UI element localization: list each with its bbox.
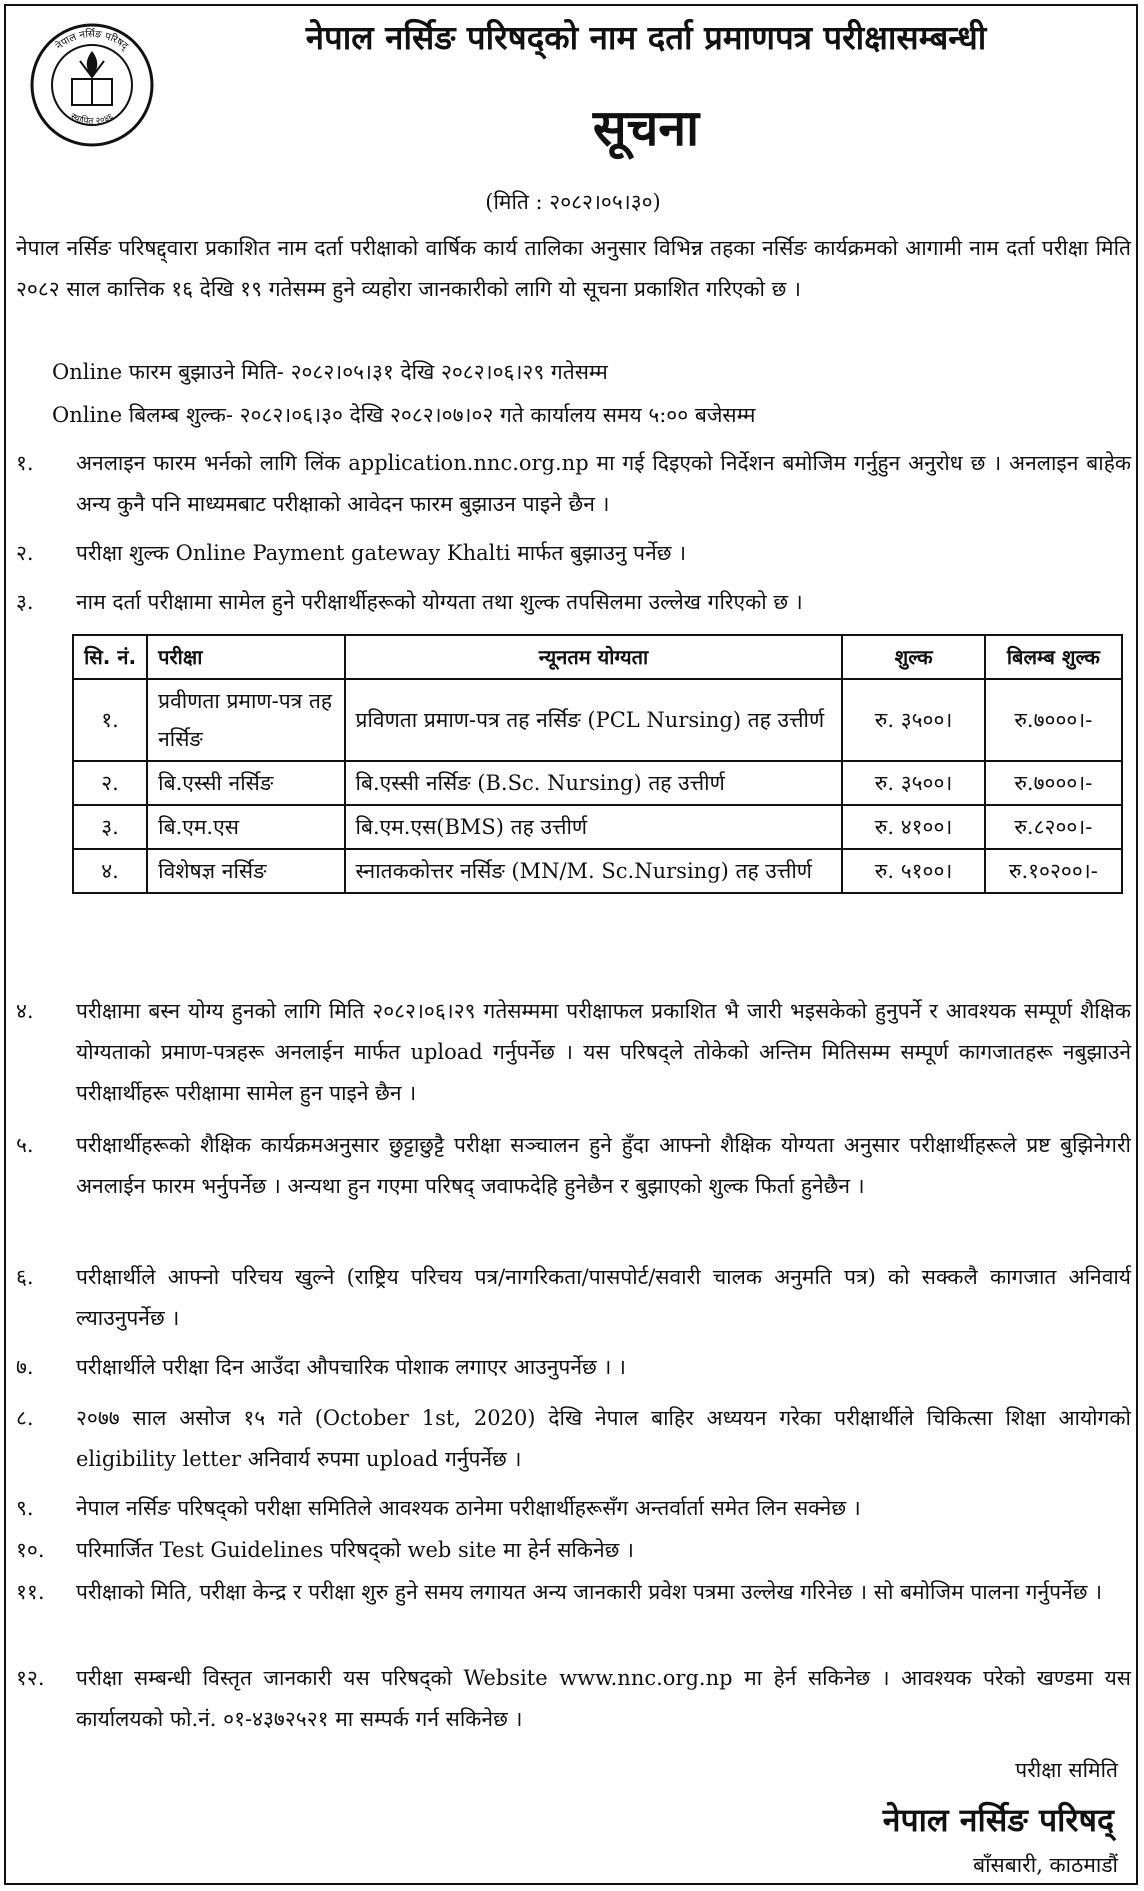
notice-heading: सूचना xyxy=(592,99,700,157)
col-header-sn: सि. नं. xyxy=(73,635,147,679)
cell-fee: रु. ५१००। xyxy=(842,849,984,893)
list-item-text: परीक्षामा बस्न योग्य हुनको लागि मिति २०८२।०६।२९ गतेसम्ममा परीक्षाफल प्रकाशित भै जारी भइसकेको हुनुपर्ने र आवश्यक सम्पूर्ण शैक्षिक योग्यताको प्रमाण-पत्रहरू अनलाईन मार्फत upload गर्नुपर्नेछ । यस परिषद्ले तोकेको अन्तिम मितिसम्म सम्पूर्ण कागजातहरू नबुझाउने परीक्षार्थीहरू परीक्षामा सामेल हुन पाइने छैन । xyxy=(76,999,1131,1105)
list-item-number: ८. xyxy=(16,1406,34,1430)
list-item-number: ३. xyxy=(16,590,34,614)
cell-fee: रु. ३५००। xyxy=(842,761,984,805)
list-item-number: १. xyxy=(16,451,34,475)
svg-text:नेपाल नर्सिङ परिषद्: नेपाल नर्सिङ परिषद् xyxy=(54,28,130,53)
list-item-number: ११. xyxy=(16,1580,45,1604)
list-item xyxy=(16,1572,1131,1613)
list-item-number: ५. xyxy=(16,1133,34,1157)
qualification-fee-table xyxy=(72,634,1123,894)
list-item-text: परीक्षा शुल्क Online Payment gateway Khalti मार्फत बुझाउनु पर्नेछ । xyxy=(76,541,687,565)
council-name: नेपाल नर्सिङ परिषद् xyxy=(882,1801,1114,1839)
council-seal-logo xyxy=(28,21,156,149)
cell-sn: ४. xyxy=(73,849,147,893)
cell-exam: विशेषज्ञ नर्सिङ xyxy=(147,849,344,893)
list-item xyxy=(16,1530,1131,1571)
list-item xyxy=(16,533,1131,574)
list-item-text: नाम दर्ता परीक्षामा सामेल हुने परीक्षार्थीहरूको योग्यता तथा शुल्क तपसिलमा उल्लेख गरिएको छ । xyxy=(76,590,803,614)
cell-fee: रु. ३५००। xyxy=(842,679,984,761)
council-address: बाँसबारी, काठमाडौं xyxy=(973,1853,1118,1877)
list-item-number: ७. xyxy=(16,1355,34,1379)
cell-qualification: बि.एस्सी नर्सिङ (B.Sc. Nursing) तह उत्तीर्ण xyxy=(345,761,843,805)
cell-late-fee: रु.७०००।- xyxy=(985,679,1122,761)
col-header-exam: परीक्षा xyxy=(147,635,344,679)
col-header-qualification: न्यूनतम योग्यता xyxy=(345,635,843,679)
table-row xyxy=(73,679,1122,761)
intro-paragraph: नेपाल नर्सिङ परिषद्द्वारा प्रकाशित नाम दर्ता परीक्षाको वार्षिक कार्य तालिका अनुसार विभिन्न तहका नर्सिङ कार्यक्रमको आगामी नाम दर्ता परीक्षा मिति २०८२ साल कात्तिक १६ देखि १९ गतेसम्म हुने व्यहोरा जानकारीको लागि यो सूचना प्रकाशित गरिएको छ । xyxy=(16,236,1131,301)
list-item xyxy=(16,1257,1131,1339)
list-item-number: १०. xyxy=(16,1538,45,1562)
cell-sn: १. xyxy=(73,679,147,761)
table-row xyxy=(73,849,1122,893)
list-item-text: नेपाल नर्सिङ परिषद्को परीक्षा समितिले आवश्यक ठानेमा परीक्षार्थीहरूसँग अन्तर्वार्ता समेत लिन सक्नेछ । xyxy=(76,1496,861,1520)
cell-qualification: स्नातककोत्तर नर्सिङ (MN/M. Sc.Nursing) तह उत्तीर्ण xyxy=(345,849,843,893)
cell-qualification: प्रविणता प्रमाण-पत्र तह नर्सिङ (PCL Nursing) तह उत्तीर्ण xyxy=(345,679,843,761)
list-item xyxy=(16,1658,1131,1740)
cell-fee: रु. ४१००। xyxy=(842,805,984,849)
col-header-late-fee: बिलम्ब शुल्क xyxy=(985,635,1122,679)
table-header-row xyxy=(73,635,1122,679)
list-item xyxy=(16,1125,1131,1207)
list-item xyxy=(16,582,1131,623)
list-item xyxy=(16,1398,1131,1480)
list-item-text: परीक्षा सम्बन्धी विस्तृत जानकारी यस परिषद्को Website www.nnc.org.np मा हेर्न सकिनेछ । आवश्यक परेको खण्डमा यस कार्यालयको फो.नं. ०१-४३७२५२१ मा सम्पर्क गर्न सकिनेछ । xyxy=(76,1666,1131,1731)
online-form-dates: Online फारम बुझाउने मिति- २०८२।०५।३१ देखि २०८२।०६।२९ गतेसम्म xyxy=(52,360,608,384)
cell-qualification: बि.एम.एस(BMS) तह उत्तीर्ण xyxy=(345,805,843,849)
list-item-text: परीक्षार्थीले आफ्नो परिचय खुल्ने (राष्ट्रिय परिचय पत्र/नागरिकता/पासपोर्ट/सवारी चालक अनुमति पत्र) को सक्कलै कागजात अनिवार्य ल्याउनुपर्नेछ । xyxy=(76,1265,1131,1330)
list-item-number: ९. xyxy=(16,1496,34,1520)
list-item-text: २०७७ साल असोज १५ गते (October 1st, 2020) देखि नेपाल बाहिर अध्ययन गरेका परीक्षार्थीले चिकित्सा शिक्षा आयोगको eligibility letter अनिवार्य रुपमा upload गर्नुपर्नेछ । xyxy=(76,1406,1131,1471)
svg-text:स्थापित २०४६: स्थापित २०४६ xyxy=(68,111,116,127)
cell-late-fee: रु.१०२००।- xyxy=(985,849,1122,893)
list-item-number: २. xyxy=(16,541,34,565)
notice-date: (मिति : २०८२।०५।३०) xyxy=(485,190,661,214)
list-item-text: अनलाइन फारम भर्नको लागि लिंक application.nnc.org.np मा गई दिइएको निर्देशन बमोजिम गर्नुहुन अनुरोध छ । अनलाइन बाहेक अन्य कुनै पनि माध्यमबाट परीक्षाको आवेदन फारम बुझाउन पाइने छैन । xyxy=(76,451,1131,516)
col-header-fee: शुल्क xyxy=(842,635,984,679)
cell-exam: बि.एम.एस xyxy=(147,805,344,849)
cell-exam: बि.एस्सी नर्सिङ xyxy=(147,761,344,805)
table-row xyxy=(73,805,1122,849)
notice-page xyxy=(4,4,1138,1885)
list-item xyxy=(16,991,1131,1114)
cell-late-fee: रु.८२००।- xyxy=(985,805,1122,849)
list-item-number: १२. xyxy=(16,1666,45,1690)
list-item xyxy=(16,1347,1131,1388)
list-item xyxy=(16,1488,1131,1529)
list-item-text: परिमार्जित Test Guidelines परिषद्को web site मा हेर्न सकिनेछ । xyxy=(76,1538,635,1562)
list-item-text: परीक्षाको मिति, परीक्षा केन्द्र र परीक्षा शुरु हुने समय लगायत अन्य जानकारी प्रवेश पत्रमा उल्लेख गरिनेछ । सो बमोजिम पालना गर्नुपर्नेछ । xyxy=(76,1580,1103,1604)
cell-sn: ३. xyxy=(73,805,147,849)
cell-sn: २. xyxy=(73,761,147,805)
notice-title: नेपाल नर्सिङ परिषद्को नाम दर्ता प्रमाणपत्र परीक्षासम्बन्धी xyxy=(305,18,987,57)
list-item-number: ४. xyxy=(16,999,34,1023)
list-item-text: परीक्षार्थीहरूको शैक्षिक कार्यक्रमअनुसार छुट्टाछुट्टै परीक्षा सञ्चालन हुने हुँदा आफ्नो शैक्षिक योग्यता अनुसार परीक्षार्थीहरूले प्रष्ट बुझिनेगरी अनलाईन फारम भर्नुपर्नेछ । अन्यथा हुन गएमा परिषद् जवाफदेहि हुनेछैन र बुझाएको शुल्क फिर्ता हुनेछैन । xyxy=(76,1133,1131,1198)
cell-late-fee: रु.७०००।- xyxy=(985,761,1122,805)
list-item xyxy=(16,443,1131,525)
exam-committee-label: परीक्षा समिति xyxy=(1015,1758,1118,1782)
online-late-fee-dates: Online बिलम्ब शुल्क- २०८२।०६।३० देखि २०८२।०७।०२ गते कार्यालय समय ५:०० बजेसम्म xyxy=(52,403,756,427)
cell-exam: प्रवीणता प्रमाण-पत्र तह नर्सिङ xyxy=(147,679,344,761)
list-item-text: परीक्षार्थीले परीक्षा दिन आउँदा औपचारिक पोशाक लगाएर आउनुपर्नेछ । । xyxy=(76,1355,626,1379)
table-row xyxy=(73,761,1122,805)
list-item-number: ६. xyxy=(16,1265,34,1289)
